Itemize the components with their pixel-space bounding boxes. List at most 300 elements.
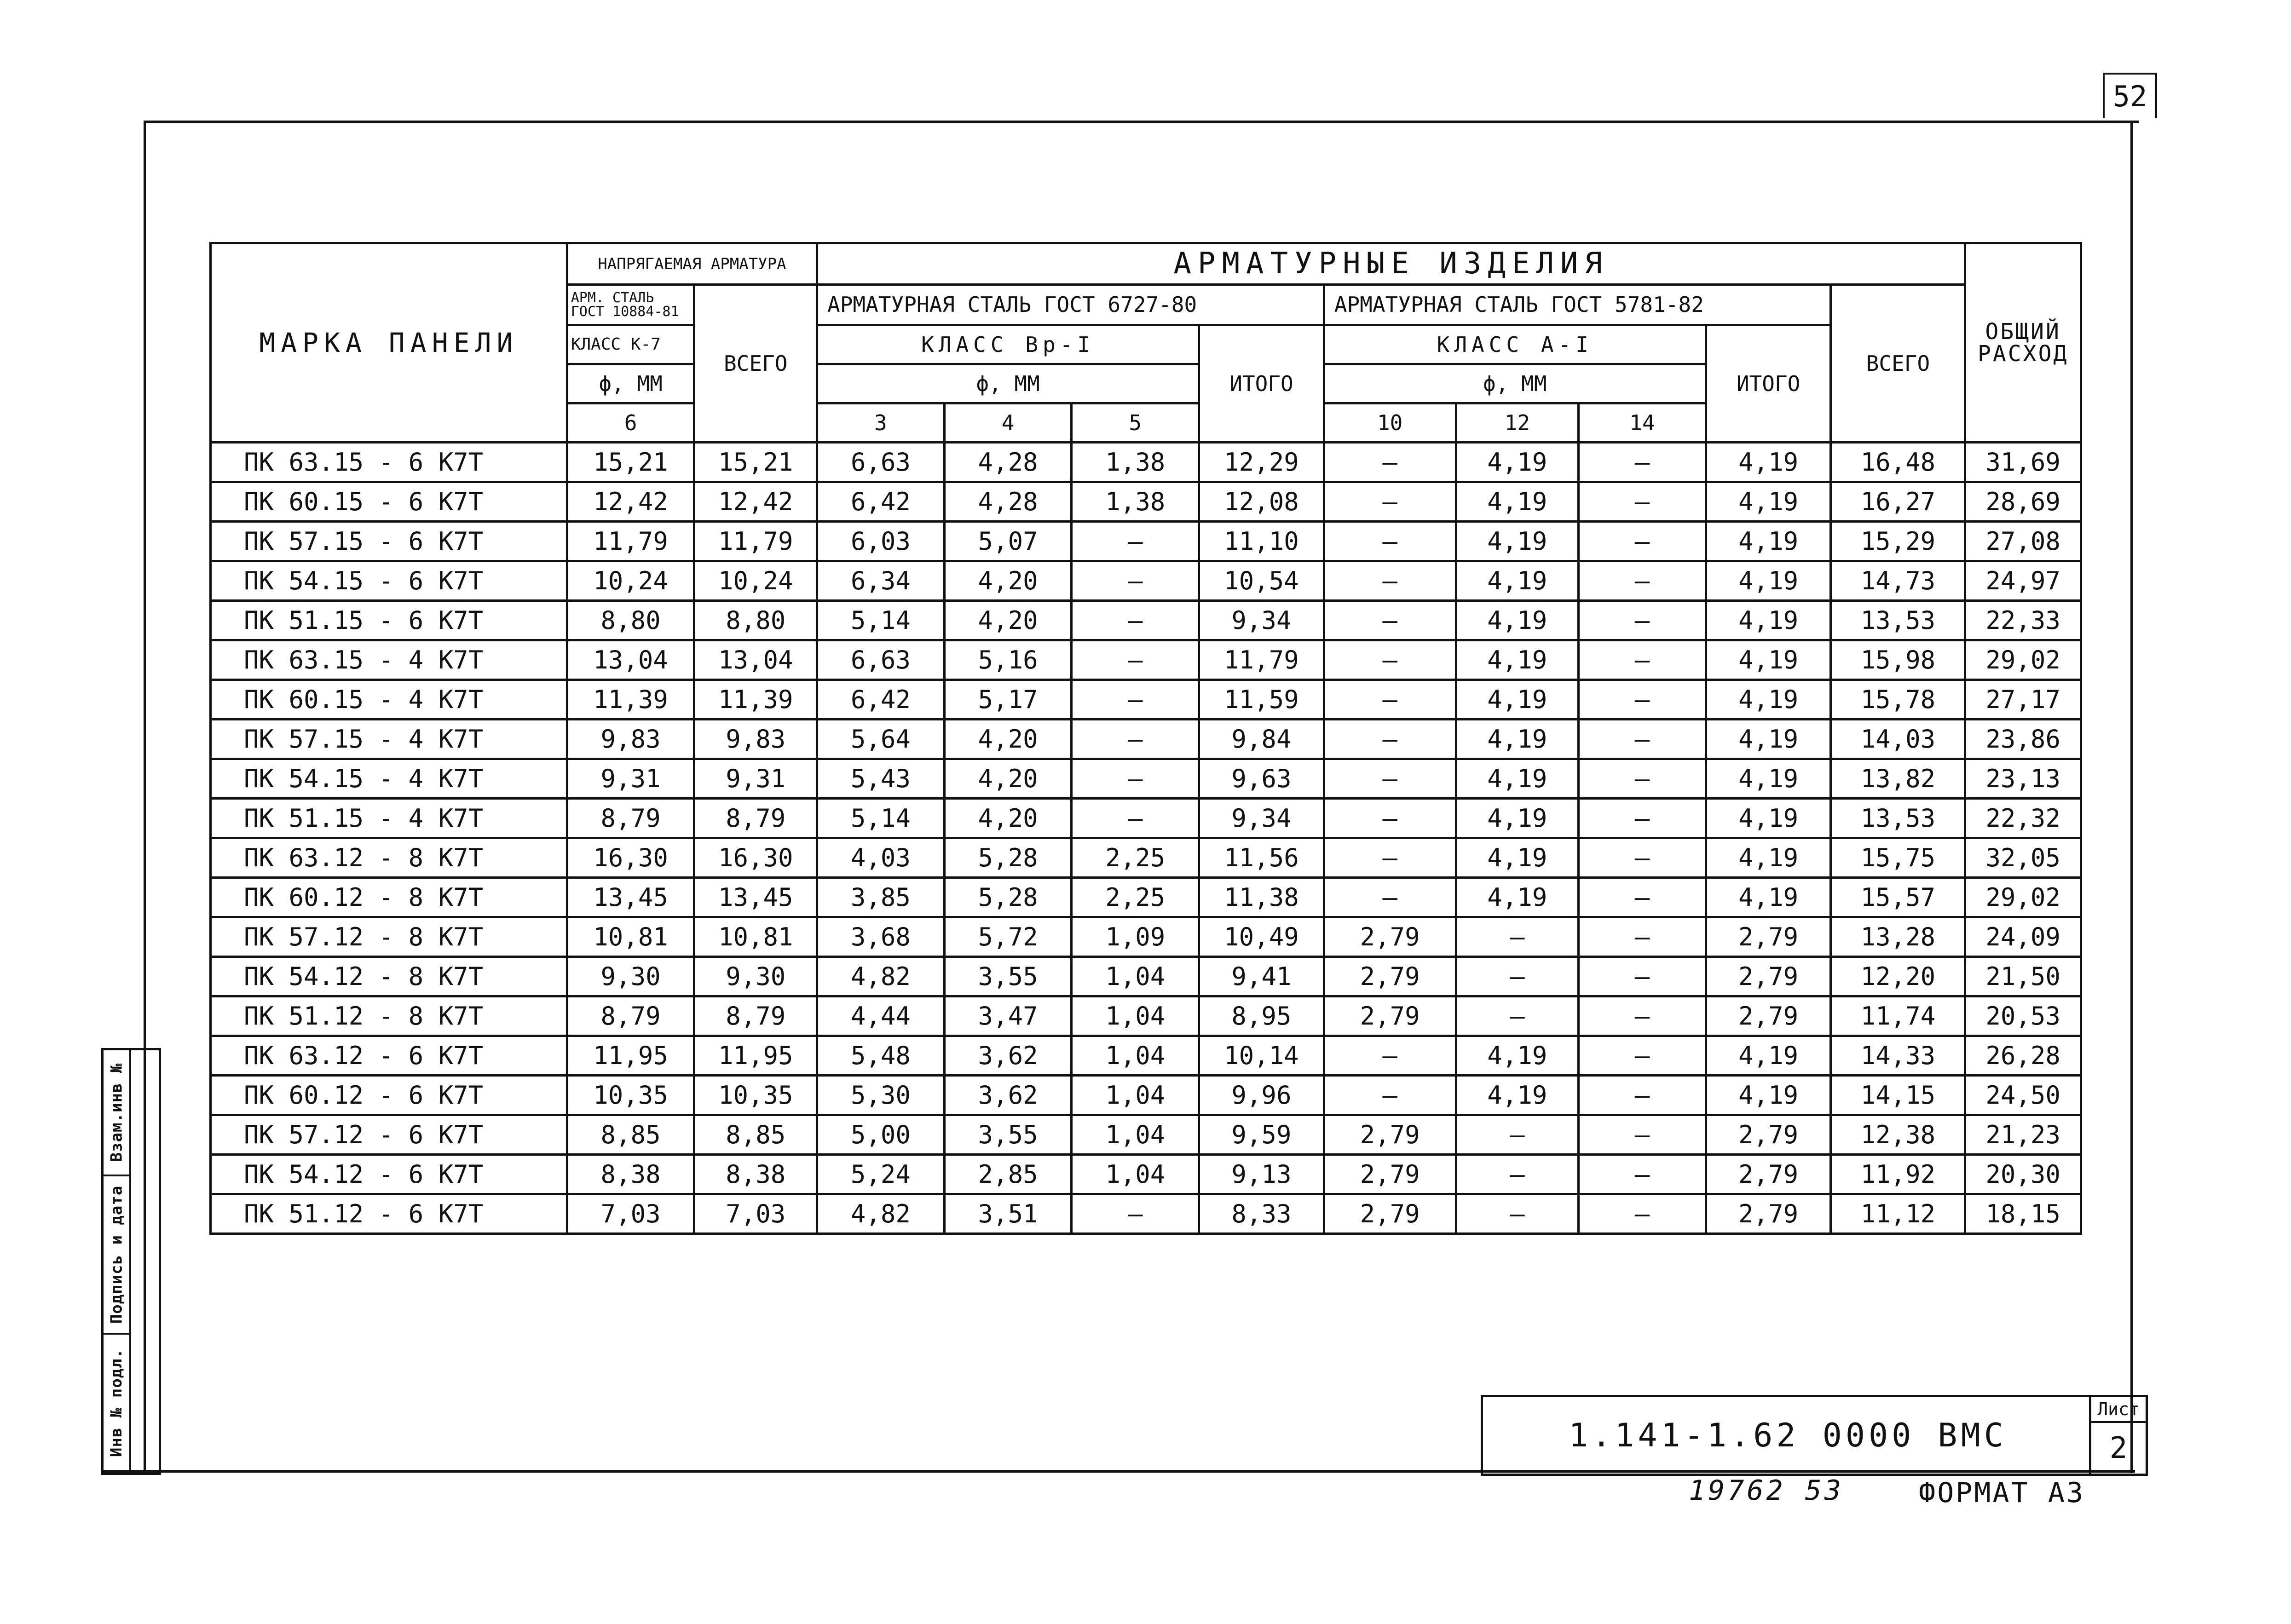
- cell-a-d14: —: [1579, 443, 1706, 482]
- cell-products-total: 11,74: [1831, 996, 1965, 1036]
- cell-a-d10: —: [1324, 878, 1456, 917]
- cell-products-total: 15,29: [1831, 522, 1965, 561]
- header-panel-mark: МАРКА ПАНЕЛИ: [211, 243, 567, 443]
- cell-prestressed-d6: 11,79: [567, 522, 694, 561]
- cell-a-d14: —: [1579, 561, 1706, 601]
- cell-a-d12: —: [1456, 996, 1579, 1036]
- cell-total-use: 29,02: [1965, 640, 2081, 680]
- archive-number: 19762 53: [1689, 1474, 1844, 1507]
- cell-bp-d3: 4,44: [817, 996, 945, 1036]
- cell-prestressed-total: 15,21: [694, 443, 817, 482]
- cell-bp-d4: 5,28: [944, 878, 1072, 917]
- cell-total-use: 18,15: [1965, 1194, 2081, 1234]
- header-products-total: ВСЕГО: [1831, 285, 1965, 443]
- cell-a-d14: —: [1579, 1115, 1706, 1155]
- cell-a-d12: 4,19: [1456, 680, 1579, 720]
- cell-bp-itogo: 10,49: [1199, 917, 1324, 957]
- inv-podl-label: Инв № подл.: [107, 1348, 126, 1457]
- cell-prestressed-total: 8,80: [694, 601, 817, 640]
- cell-panel-mark: ПК 63.15 - 6 К7Т: [211, 443, 567, 482]
- cell-a-d14: —: [1579, 1076, 1706, 1115]
- signature-date-cell: [104, 1176, 129, 1335]
- cell-prestressed-total: 13,45: [694, 878, 817, 917]
- cell-prestressed-total: 8,79: [694, 996, 817, 1036]
- cell-a-d12: —: [1456, 957, 1579, 996]
- cell-prestressed-total: 7,03: [694, 1194, 817, 1234]
- cell-bp-d3: 5,30: [817, 1076, 945, 1115]
- cell-bp-d4: 4,28: [944, 482, 1072, 522]
- cell-panel-mark: ПК 51.15 - 6 К7Т: [211, 601, 567, 640]
- cell-total-use: 20,30: [1965, 1155, 2081, 1194]
- cell-a-itogo: 4,19: [1706, 601, 1831, 640]
- cell-panel-mark: ПК 51.12 - 8 К7Т: [211, 996, 567, 1036]
- cell-bp-d4: 4,20: [944, 561, 1072, 601]
- cell-a-d14: —: [1579, 601, 1706, 640]
- table-row: [211, 1155, 2081, 1194]
- cell-bp-d5: —: [1072, 799, 1199, 838]
- cell-bp-itogo: 8,95: [1199, 996, 1324, 1036]
- cell-bp-d3: 5,14: [817, 601, 945, 640]
- cell-a-d12: 4,19: [1456, 443, 1579, 482]
- header-steel-bp: АРМАТУРНАЯ СТАЛЬ ГОСТ 6727-80: [817, 285, 1324, 325]
- cell-products-total: 13,82: [1831, 759, 1965, 799]
- cell-bp-d3: 3,68: [817, 917, 945, 957]
- cell-prestressed-d6: 9,30: [567, 957, 694, 996]
- cell-bp-d5: 1,38: [1072, 443, 1199, 482]
- cell-bp-d3: 5,24: [817, 1155, 945, 1194]
- cell-a-d12: 4,19: [1456, 878, 1579, 917]
- cell-prestressed-d6: 11,95: [567, 1036, 694, 1076]
- cell-total-use: 24,97: [1965, 561, 2081, 601]
- cell-prestressed-d6: 16,30: [567, 838, 694, 878]
- cell-a-d10: —: [1324, 680, 1456, 720]
- cell-prestressed-total: 10,81: [694, 917, 817, 957]
- cell-a-d14: —: [1579, 1155, 1706, 1194]
- cell-a-d14: —: [1579, 799, 1706, 838]
- cell-total-use: 24,09: [1965, 917, 2081, 957]
- header-d10: 10: [1324, 403, 1456, 443]
- cell-prestressed-total: 8,38: [694, 1155, 817, 1194]
- cell-bp-d3: 6,42: [817, 680, 945, 720]
- cell-a-d12: 4,19: [1456, 1076, 1579, 1115]
- cell-bp-itogo: 8,33: [1199, 1194, 1324, 1234]
- cell-a-d10: —: [1324, 443, 1456, 482]
- cell-bp-d5: —: [1072, 720, 1199, 759]
- frame-right-border: [2130, 121, 2133, 1473]
- cell-bp-itogo: 11,38: [1199, 878, 1324, 917]
- cell-bp-d5: 1,09: [1072, 917, 1199, 957]
- cell-a-d12: —: [1456, 1194, 1579, 1234]
- cell-a-itogo: 4,19: [1706, 799, 1831, 838]
- header-class-a: КЛАСС А-I: [1324, 325, 1706, 364]
- cell-a-d10: 2,79: [1324, 1155, 1456, 1194]
- cell-a-itogo: 4,19: [1706, 1076, 1831, 1115]
- cell-prestressed-d6: 13,45: [567, 878, 694, 917]
- table-row: [211, 838, 2081, 878]
- header-class-bp: КЛАСС Вр-I: [817, 325, 1199, 364]
- cell-total-use: 26,28: [1965, 1036, 2081, 1076]
- cell-panel-mark: ПК 60.12 - 8 К7Т: [211, 878, 567, 917]
- cell-prestressed-total: 8,79: [694, 799, 817, 838]
- cell-bp-d5: 1,04: [1072, 1076, 1199, 1115]
- cell-bp-itogo: 9,34: [1199, 799, 1324, 838]
- cell-bp-itogo: 9,96: [1199, 1076, 1324, 1115]
- cell-prestressed-d6: 12,42: [567, 482, 694, 522]
- cell-bp-d4: 3,55: [944, 957, 1072, 996]
- cell-a-d14: —: [1579, 720, 1706, 759]
- cell-panel-mark: ПК 54.15 - 6 К7Т: [211, 561, 567, 601]
- table-row: [211, 878, 2081, 917]
- cell-products-total: 12,38: [1831, 1115, 1965, 1155]
- cell-bp-d4: 3,47: [944, 996, 1072, 1036]
- cell-products-total: 16,27: [1831, 482, 1965, 522]
- cell-bp-d4: 5,28: [944, 838, 1072, 878]
- table-row: [211, 640, 2081, 680]
- sheet-label: Лист: [2091, 1397, 2146, 1423]
- header-itogo-bp: ИТОГО: [1199, 325, 1324, 443]
- cell-bp-d3: 4,03: [817, 838, 945, 878]
- cell-a-d14: —: [1579, 1194, 1706, 1234]
- cell-bp-itogo: 11,59: [1199, 680, 1324, 720]
- cell-prestressed-d6: 8,79: [567, 996, 694, 1036]
- cell-panel-mark: ПК 60.12 - 6 К7Т: [211, 1076, 567, 1115]
- header-prestressed-total: ВСЕГО: [694, 285, 817, 443]
- table-row: [211, 799, 2081, 838]
- cell-prestressed-d6: 8,85: [567, 1115, 694, 1155]
- cell-bp-d3: 6,03: [817, 522, 945, 561]
- header-d4: 4: [944, 403, 1072, 443]
- cell-panel-mark: ПК 57.15 - 4 К7Т: [211, 720, 567, 759]
- cell-bp-itogo: 9,41: [1199, 957, 1324, 996]
- cell-panel-mark: ПК 63.12 - 8 К7Т: [211, 838, 567, 878]
- spec-table-body: [211, 443, 2081, 1234]
- sheet-value: 2: [2109, 1431, 2128, 1465]
- cell-products-total: 16,48: [1831, 443, 1965, 482]
- cell-bp-d3: 5,48: [817, 1036, 945, 1076]
- cell-bp-itogo: 9,13: [1199, 1155, 1324, 1194]
- cell-a-d12: 4,19: [1456, 640, 1579, 680]
- header-d14: 14: [1579, 403, 1706, 443]
- cell-bp-d5: —: [1072, 640, 1199, 680]
- cell-bp-d5: 1,04: [1072, 996, 1199, 1036]
- cell-a-d14: —: [1579, 878, 1706, 917]
- cell-panel-mark: ПК 54.12 - 6 К7Т: [211, 1155, 567, 1194]
- cell-total-use: 27,08: [1965, 522, 2081, 561]
- cell-a-itogo: 2,79: [1706, 957, 1831, 996]
- cell-bp-d5: 2,25: [1072, 878, 1199, 917]
- cell-panel-mark: ПК 63.12 - 6 К7Т: [211, 1036, 567, 1076]
- cell-a-d14: —: [1579, 996, 1706, 1036]
- header-prestressed-steel: АРМ. СТАЛЬ ГОСТ 10884-81: [567, 285, 694, 325]
- cell-a-itogo: 4,19: [1706, 443, 1831, 482]
- cell-a-d10: —: [1324, 640, 1456, 680]
- cell-a-itogo: 4,19: [1706, 561, 1831, 601]
- cell-a-d10: —: [1324, 799, 1456, 838]
- cell-prestressed-d6: 10,35: [567, 1076, 694, 1115]
- cell-a-d12: 4,19: [1456, 601, 1579, 640]
- table-row: [211, 443, 2081, 482]
- cell-products-total: 14,03: [1831, 720, 1965, 759]
- cell-a-d10: —: [1324, 482, 1456, 522]
- cell-a-d12: 4,19: [1456, 720, 1579, 759]
- cell-a-itogo: 4,19: [1706, 759, 1831, 799]
- cell-bp-itogo: 12,08: [1199, 482, 1324, 522]
- table-row: [211, 957, 2081, 996]
- cell-a-d14: —: [1579, 759, 1706, 799]
- table-row: [211, 561, 2081, 601]
- header-prestressed: НАПРЯГАЕМАЯ АРМАТУРА: [567, 243, 817, 285]
- cell-a-d12: 4,19: [1456, 561, 1579, 601]
- cell-a-itogo: 4,19: [1706, 838, 1831, 878]
- cell-a-itogo: 2,79: [1706, 917, 1831, 957]
- header-diam-bp: ϕ, ММ: [817, 364, 1199, 403]
- cell-prestressed-d6: 11,39: [567, 680, 694, 720]
- table-row: [211, 522, 2081, 561]
- cell-prestressed-total: 10,35: [694, 1076, 817, 1115]
- cell-a-itogo: 4,19: [1706, 482, 1831, 522]
- sheet-number: 52: [2103, 73, 2157, 118]
- table-row: [211, 601, 2081, 640]
- cell-bp-d4: 4,20: [944, 759, 1072, 799]
- cell-a-d10: —: [1324, 720, 1456, 759]
- cell-a-d12: —: [1456, 1115, 1579, 1155]
- cell-prestressed-d6: 15,21: [567, 443, 694, 482]
- cell-total-use: 22,32: [1965, 799, 2081, 838]
- cell-products-total: 11,12: [1831, 1194, 1965, 1234]
- cell-panel-mark: ПК 63.15 - 4 К7Т: [211, 640, 567, 680]
- cell-a-d12: 4,19: [1456, 522, 1579, 561]
- cell-total-use: 32,05: [1965, 838, 2081, 878]
- cell-a-d14: —: [1579, 917, 1706, 957]
- cell-a-itogo: 4,19: [1706, 1036, 1831, 1076]
- cell-prestressed-d6: 9,83: [567, 720, 694, 759]
- cell-panel-mark: ПК 54.12 - 8 К7Т: [211, 957, 567, 996]
- cell-a-d12: 4,19: [1456, 799, 1579, 838]
- cell-bp-d4: 2,85: [944, 1155, 1072, 1194]
- header-itogo-a: ИТОГО: [1706, 325, 1831, 443]
- cell-panel-mark: ПК 51.15 - 4 К7Т: [211, 799, 567, 838]
- header-d6: 6: [567, 403, 694, 443]
- cell-a-d10: —: [1324, 601, 1456, 640]
- cell-bp-d4: 4,20: [944, 799, 1072, 838]
- cell-a-itogo: 4,19: [1706, 878, 1831, 917]
- cell-bp-itogo: 9,63: [1199, 759, 1324, 799]
- cell-a-d10: —: [1324, 561, 1456, 601]
- cell-prestressed-total: 11,95: [694, 1036, 817, 1076]
- cell-prestressed-total: 11,39: [694, 680, 817, 720]
- cell-bp-d4: 5,07: [944, 522, 1072, 561]
- cell-total-use: 23,86: [1965, 720, 2081, 759]
- cell-a-d14: —: [1579, 522, 1706, 561]
- header-d5: 5: [1072, 403, 1199, 443]
- cell-panel-mark: ПК 57.12 - 6 К7Т: [211, 1115, 567, 1155]
- cell-a-itogo: 4,19: [1706, 720, 1831, 759]
- cell-products-total: 15,78: [1831, 680, 1965, 720]
- cell-a-d12: 4,19: [1456, 1036, 1579, 1076]
- cell-bp-d5: 2,25: [1072, 838, 1199, 878]
- header-steel-a: АРМАТУРНАЯ СТАЛЬ ГОСТ 5781-82: [1324, 285, 1831, 325]
- cell-bp-d4: 3,55: [944, 1115, 1072, 1155]
- cell-a-d10: 2,79: [1324, 996, 1456, 1036]
- cell-prestressed-total: 9,30: [694, 957, 817, 996]
- cell-a-d12: —: [1456, 917, 1579, 957]
- cell-prestressed-d6: 8,80: [567, 601, 694, 640]
- cell-bp-d5: —: [1072, 1194, 1199, 1234]
- cell-a-itogo: 2,79: [1706, 1155, 1831, 1194]
- cell-a-itogo: 4,19: [1706, 640, 1831, 680]
- cell-a-d14: —: [1579, 957, 1706, 996]
- cell-prestressed-d6: 8,79: [567, 799, 694, 838]
- table-row: [211, 720, 2081, 759]
- cell-bp-d5: —: [1072, 561, 1199, 601]
- cell-products-total: 13,53: [1831, 799, 1965, 838]
- cell-bp-d4: 4,20: [944, 601, 1072, 640]
- cell-bp-d4: 5,17: [944, 680, 1072, 720]
- cell-prestressed-total: 11,79: [694, 522, 817, 561]
- cell-bp-d3: 5,00: [817, 1115, 945, 1155]
- cell-a-d12: 4,19: [1456, 759, 1579, 799]
- cell-products-total: 15,57: [1831, 878, 1965, 917]
- cell-bp-itogo: 10,14: [1199, 1036, 1324, 1076]
- cell-products-total: 15,75: [1831, 838, 1965, 878]
- cell-bp-d3: 6,42: [817, 482, 945, 522]
- cell-a-d12: 4,19: [1456, 482, 1579, 522]
- cell-a-d10: —: [1324, 522, 1456, 561]
- cell-bp-d5: 1,04: [1072, 1036, 1199, 1076]
- title-block: [1481, 1395, 2093, 1476]
- cell-prestressed-d6: 7,03: [567, 1194, 694, 1234]
- cell-bp-d5: —: [1072, 680, 1199, 720]
- signature-date-label: Подпись и дата: [107, 1185, 126, 1324]
- cell-bp-d3: 6,63: [817, 640, 945, 680]
- cell-bp-d4: 3,51: [944, 1194, 1072, 1234]
- cell-a-d10: 2,79: [1324, 1194, 1456, 1234]
- cell-a-d10: —: [1324, 1076, 1456, 1115]
- cell-bp-itogo: 11,56: [1199, 838, 1324, 878]
- cell-total-use: 28,69: [1965, 482, 2081, 522]
- cell-products-total: 14,33: [1831, 1036, 1965, 1076]
- cell-products-total: 14,73: [1831, 561, 1965, 601]
- cell-a-d14: —: [1579, 640, 1706, 680]
- table-row: [211, 1194, 2081, 1234]
- header-reinforcement-products: АРМАТУРНЫЕ ИЗДЕЛИЯ: [817, 243, 1965, 285]
- cell-bp-itogo: 9,59: [1199, 1115, 1324, 1155]
- cell-bp-itogo: 9,34: [1199, 601, 1324, 640]
- cell-a-itogo: 2,79: [1706, 1194, 1831, 1234]
- cell-prestressed-d6: 8,38: [567, 1155, 694, 1194]
- cell-a-d12: 4,19: [1456, 838, 1579, 878]
- cell-bp-d5: 1,04: [1072, 1155, 1199, 1194]
- cell-products-total: 12,20: [1831, 957, 1965, 996]
- cell-panel-mark: ПК 60.15 - 6 К7Т: [211, 482, 567, 522]
- cell-prestressed-total: 13,04: [694, 640, 817, 680]
- cell-bp-d3: 5,43: [817, 759, 945, 799]
- cell-bp-d5: 1,04: [1072, 957, 1199, 996]
- cell-bp-d3: 6,34: [817, 561, 945, 601]
- cell-bp-d4: 3,62: [944, 1076, 1072, 1115]
- cell-total-use: 29,02: [1965, 878, 2081, 917]
- cell-a-d10: 2,79: [1324, 917, 1456, 957]
- cell-products-total: 13,28: [1831, 917, 1965, 957]
- cell-prestressed-total: 12,42: [694, 482, 817, 522]
- cell-total-use: 27,17: [1965, 680, 2081, 720]
- cell-bp-d4: 5,72: [944, 917, 1072, 957]
- cell-total-use: 22,33: [1965, 601, 2081, 640]
- cell-prestressed-d6: 10,24: [567, 561, 694, 601]
- cell-a-d14: —: [1579, 482, 1706, 522]
- cell-bp-d3: 4,82: [817, 957, 945, 996]
- cell-bp-itogo: 12,29: [1199, 443, 1324, 482]
- table-row: [211, 680, 2081, 720]
- cell-a-d10: —: [1324, 838, 1456, 878]
- cell-total-use: 24,50: [1965, 1076, 2081, 1115]
- header-total-use: ОБЩИЙ РАСХОД: [1965, 243, 2081, 443]
- cell-total-use: 31,69: [1965, 443, 2081, 482]
- cell-bp-d5: —: [1072, 759, 1199, 799]
- cell-bp-d5: —: [1072, 522, 1199, 561]
- cell-a-d14: —: [1579, 838, 1706, 878]
- sheet-box: [2089, 1395, 2148, 1476]
- cell-panel-mark: ПК 60.15 - 4 К7Т: [211, 680, 567, 720]
- cell-bp-d3: 5,64: [817, 720, 945, 759]
- cell-bp-d3: 5,14: [817, 799, 945, 838]
- vzam-inv-label: Взам.инв №: [107, 1063, 126, 1162]
- cell-bp-itogo: 9,84: [1199, 720, 1324, 759]
- table-row: [211, 482, 2081, 522]
- cell-panel-mark: ПК 57.15 - 6 К7Т: [211, 522, 567, 561]
- table-row: [211, 1036, 2081, 1076]
- side-stamp-strip: [101, 1048, 161, 1475]
- cell-bp-d3: 3,85: [817, 878, 945, 917]
- reinforcement-spec-table: [209, 242, 2082, 1235]
- format-label: ФОРМАТ А3: [1919, 1477, 2085, 1509]
- cell-a-itogo: 2,79: [1706, 1115, 1831, 1155]
- cell-a-d12: —: [1456, 1155, 1579, 1194]
- cell-bp-d4: 4,28: [944, 443, 1072, 482]
- cell-a-d10: —: [1324, 1036, 1456, 1076]
- table-row: [211, 759, 2081, 799]
- cell-panel-mark: ПК 51.12 - 6 К7Т: [211, 1194, 567, 1234]
- cell-prestressed-d6: 9,31: [567, 759, 694, 799]
- cell-prestressed-d6: 10,81: [567, 917, 694, 957]
- cell-products-total: 13,53: [1831, 601, 1965, 640]
- cell-bp-itogo: 10,54: [1199, 561, 1324, 601]
- side-strip-divider: [129, 1050, 131, 1473]
- table-row: [211, 1115, 2081, 1155]
- header-prestressed-class: КЛАСС К-7: [567, 325, 694, 364]
- cell-prestressed-total: 8,85: [694, 1115, 817, 1155]
- table-row: [211, 996, 2081, 1036]
- cell-a-itogo: 4,19: [1706, 680, 1831, 720]
- table-row: [211, 1076, 2081, 1115]
- cell-prestressed-total: 16,30: [694, 838, 817, 878]
- cell-a-d14: —: [1579, 680, 1706, 720]
- cell-prestressed-d6: 13,04: [567, 640, 694, 680]
- table-row: [211, 917, 2081, 957]
- cell-total-use: 20,53: [1965, 996, 2081, 1036]
- cell-products-total: 15,98: [1831, 640, 1965, 680]
- cell-a-d10: 2,79: [1324, 957, 1456, 996]
- cell-products-total: 14,15: [1831, 1076, 1965, 1115]
- cell-bp-itogo: 11,10: [1199, 522, 1324, 561]
- header-d12: 12: [1456, 403, 1579, 443]
- cell-total-use: 21,23: [1965, 1115, 2081, 1155]
- cell-a-itogo: 2,79: [1706, 996, 1831, 1036]
- cell-panel-mark: ПК 54.15 - 4 К7Т: [211, 759, 567, 799]
- document-code: 1.141-1.62 0000 ВМС: [1569, 1417, 2007, 1454]
- cell-prestressed-total: 9,83: [694, 720, 817, 759]
- cell-prestressed-total: 10,24: [694, 561, 817, 601]
